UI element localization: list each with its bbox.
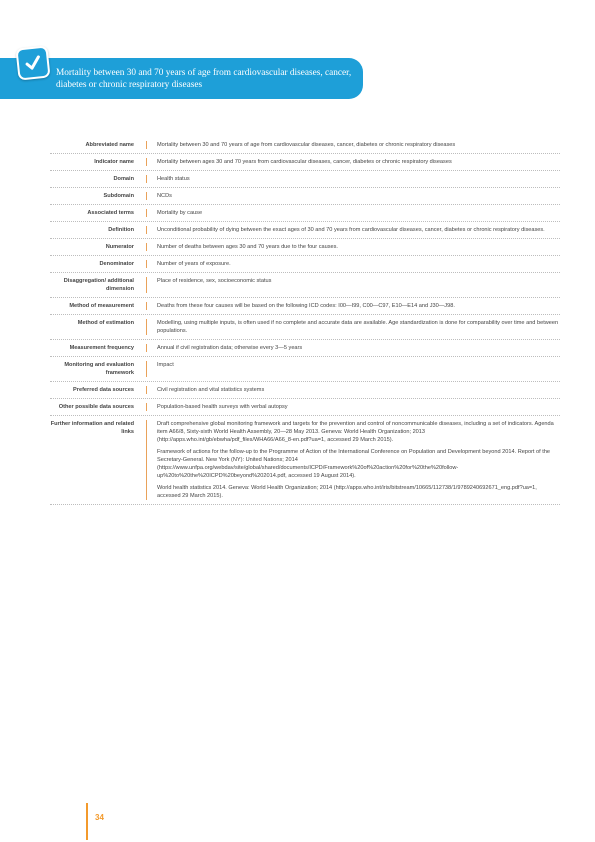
row-value [146, 386, 560, 394]
table-row [50, 243, 560, 251]
row-value [146, 192, 560, 200]
row-value-text: Place of residence, sex, socioeconomic status [157, 278, 272, 284]
row-value [146, 319, 560, 335]
row-divider [50, 204, 560, 205]
row-value [146, 403, 560, 411]
table-row [50, 141, 560, 149]
row-value-text: Framework of actions for the follow-up to the Programme of Action of the International Conference on Population and Development beyond 2014. Report of the Secretary-General. New York (NY): United Nations; 2014 (https://www.unfpa.org/webdav/site/global/shared/documents/ICPD/Framework%20of%20action%20for%20the%20follow-up%20to%20the%20ICPD%20beyond%202014.pdf, accessed 19 August 2014). [157, 449, 551, 479]
row-label: Monitoring and evaluation framework [64, 362, 134, 376]
row-label: Other possible data sources [58, 404, 134, 410]
page-number: 34 [95, 813, 104, 822]
table-row [50, 302, 560, 310]
row-divider [50, 187, 560, 188]
row-divider [50, 314, 560, 315]
row-divider [50, 238, 560, 239]
row-label: Preferred data sources [73, 387, 134, 393]
row-value-text: Draft comprehensive global monitoring framework and targets for the prevention and control of noncommunicable diseases, including a set of indicators. Agenda item A66/8, Sixty-sixth World Health Assembly, 20—28 May 2013. Geneva: World Health Organization; 2013 (http://apps.who.int/gb/ebwha/pdf_files/WHA66/A66_8-en.pdf?ua=1, accessed 29 March 2015). [157, 421, 554, 443]
row-value [146, 243, 560, 251]
row-value-text: Mortality between 30 and 70 years of age from cardiovascular diseases, cancer, diabetes or chronic respiratory diseases [157, 142, 456, 148]
row-divider [50, 170, 560, 171]
row-label: Subdomain [103, 193, 134, 199]
indicator-table [50, 141, 560, 509]
table-row [50, 386, 560, 394]
row-divider [50, 153, 560, 154]
row-value [146, 420, 560, 500]
row-divider [50, 297, 560, 298]
page-title: Mortality between 30 and 70 years of age from cardiovascular diseases, cancer, diabetes or chronic respiratory diseases [56, 68, 352, 90]
row-divider [50, 272, 560, 273]
row-value [146, 361, 560, 377]
row-divider [50, 504, 560, 505]
row-value-text: Number of years of exposure. [157, 261, 231, 267]
table-row [50, 192, 560, 200]
row-value [146, 141, 560, 149]
row-value-text: Health status [157, 176, 190, 182]
row-divider [50, 415, 560, 416]
table-row [50, 175, 560, 183]
row-value [146, 260, 560, 268]
row-value-text: Civil registration and vital statistics systems [157, 387, 265, 393]
table-row [50, 344, 560, 352]
row-divider [50, 221, 560, 222]
row-label: Associated terms [87, 210, 134, 216]
row-value-text: Number of deaths between ages 30 and 70 years due to the four causes. [157, 244, 338, 250]
checkmark-badge [15, 45, 50, 80]
row-value-text: Modelling, using multiple inputs, is often used if no complete and accurate data are available. Age standardization is done for comparability over time and between populations. [157, 320, 559, 334]
row-value-text: Unconditional probability of dying between the exact ages of 30 and 70 years from cardiovascular diseases, cancer, diabetes or chronic respiratory diseases. [157, 227, 545, 233]
row-value [146, 175, 560, 183]
row-value [146, 344, 560, 352]
table-row [50, 158, 560, 166]
row-divider [50, 356, 560, 357]
table-row [50, 226, 560, 234]
row-label: Indicator name [94, 159, 134, 165]
row-label: Method of measurement [69, 303, 134, 309]
row-value-text: Deaths from these four causes will be based on the following ICD codes: I00—I99, C00—C97, E10—E14 and J30—J98. [157, 303, 455, 309]
row-value-text: NCDs [157, 193, 172, 199]
row-value-text: Population-based health surveys with verbal autopsy [157, 404, 288, 410]
row-label: Numerator [105, 244, 134, 250]
row-value-text: Impact [157, 362, 174, 368]
row-label: Abbreviated name [85, 142, 134, 148]
table-row [50, 277, 560, 293]
row-divider [50, 255, 560, 256]
table-row [50, 420, 560, 500]
table-row [50, 319, 560, 335]
table-row [50, 403, 560, 411]
row-value-text: Mortality by cause [157, 210, 203, 216]
table-row [50, 260, 560, 268]
row-divider [50, 339, 560, 340]
row-value [146, 277, 560, 293]
table-row [50, 209, 560, 217]
row-label: Further information and related links [50, 421, 134, 435]
row-divider [50, 381, 560, 382]
checkmark-icon [22, 52, 44, 74]
row-label: Definition [108, 227, 134, 233]
row-label: Disaggregation/ additional dimension [63, 278, 134, 292]
row-value [146, 226, 560, 234]
row-value [146, 302, 560, 310]
footer-rule [86, 803, 88, 840]
row-label: Denominator [99, 261, 134, 267]
table-row [50, 361, 560, 377]
row-value-text: Mortality between ages 30 and 70 years from cardiovascular diseases, cancer, diabetes or chronic respiratory diseases [157, 159, 452, 165]
row-label: Method of estimation [77, 320, 134, 326]
row-value-text: Annual if civil registration data; otherwise every 3—5 years [157, 345, 303, 351]
row-value [146, 158, 560, 166]
row-divider [50, 398, 560, 399]
row-value-text: World health statistics 2014. Geneva: World Health Organization; 2014 (http://apps.who.int/iris/bitstream/10665/112738/1/9789240692671_eng.pdf?ua=1, accessed 29 March 2015). [157, 485, 537, 499]
row-label: Domain [113, 176, 134, 182]
row-label: Measurement frequency [69, 345, 134, 351]
row-value [146, 209, 560, 217]
